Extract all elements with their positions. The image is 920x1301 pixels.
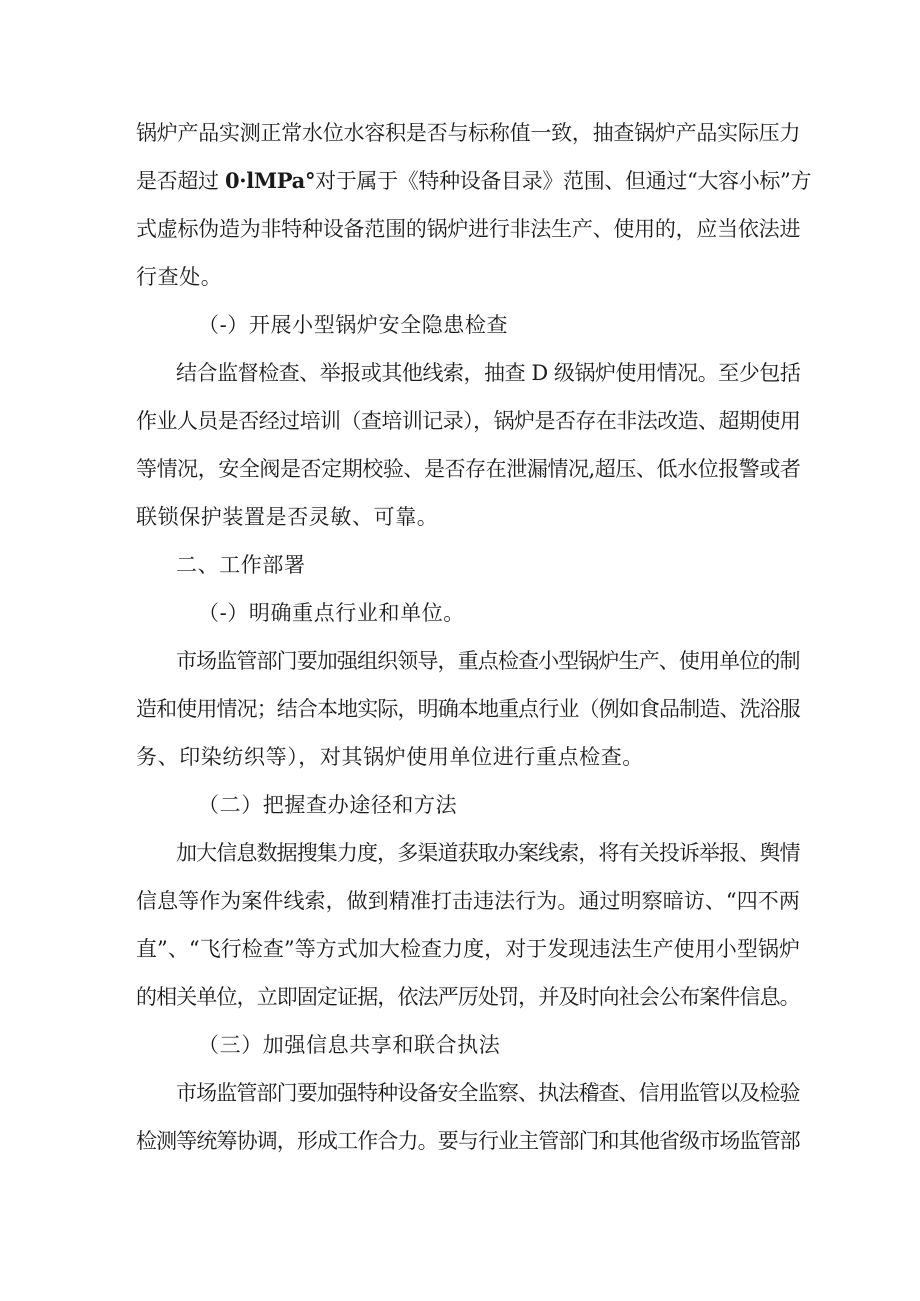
body-text-fragment: 是否超过 [136,169,219,193]
body-text-line: 市场监管部门要加强特种设备安全监察、执法稽查、信用监管以及检验 [176,1081,800,1105]
body-text-line: 等情况，安全阀是否定期校验、是否存在泄漏情况,超压、低水位报警或者 [136,457,801,481]
body-text-line: 务、印染纺织等），对其锅炉使用单位进行重点检查。 [136,745,644,769]
body-text-line: 式虚标伪造为非特种设备范围的锅炉进行非法生产、使用的，应当依法进 [136,217,801,241]
body-text-line: 直”、“飞行检查”等方式加大检查力度，对于发现违法生产使用小型锅炉 [136,937,801,961]
subsection-heading: （三）加强信息共享和联合执法 [198,1033,501,1057]
body-text-line: 的相关单位，立即固定证据，依法严厉处罚，并及时向社会公布案件信息。 [136,985,800,1009]
subsection-heading: （-）开展小型锅炉安全隐患检查 [198,313,509,337]
body-text-fragment: 对于属于《特种设备目录》范围、但通过“大容小标”方 [315,169,812,193]
body-text-line: 联锁保护装置是否灵敏、可靠。 [136,505,439,529]
subsection-heading: （二）把握查办途径和方法 [198,793,458,817]
body-text-line: 检测等统筹协调，形成工作合力。要与行业主管部门和其他省级市场监管部 [136,1129,800,1153]
body-text-line [136,166,811,196]
pressure-value: 0·lMPa° [225,168,316,193]
body-text-line: 加大信息数据搜集力度，多渠道获取办案线索，将有关投诉举报、舆情 [176,841,800,865]
subsection-heading: （-）明确重点行业和单位。 [198,601,465,625]
body-text-line: 结合监督检查、举报或其他线索，抽查 D 级锅炉使用情况。至少包括 [176,361,801,385]
section-heading: 二、工作部署 [176,553,306,577]
body-text-line: 信息等作为案件线索，做到精准打击违法行为。通过明察暗访、“四不两 [136,889,800,913]
body-text-line: 作业人员是否经过培训（查培训记录），锅炉是否存在非法改造、超期使用 [136,409,801,433]
body-text-line: 锅炉产品实测正常水位水容积是否与标称值一致，抽查锅炉产品实际压力 [136,121,801,145]
body-text-line: 造和使用情况；结合本地实际，明确本地重点行业（例如食品制造、洗浴服 [136,697,800,721]
body-text-line: 行查处。 [136,265,223,289]
body-text-line: 市场监管部门要加强组织领导，重点检查小型锅炉生产、使用单位的制 [176,649,800,673]
